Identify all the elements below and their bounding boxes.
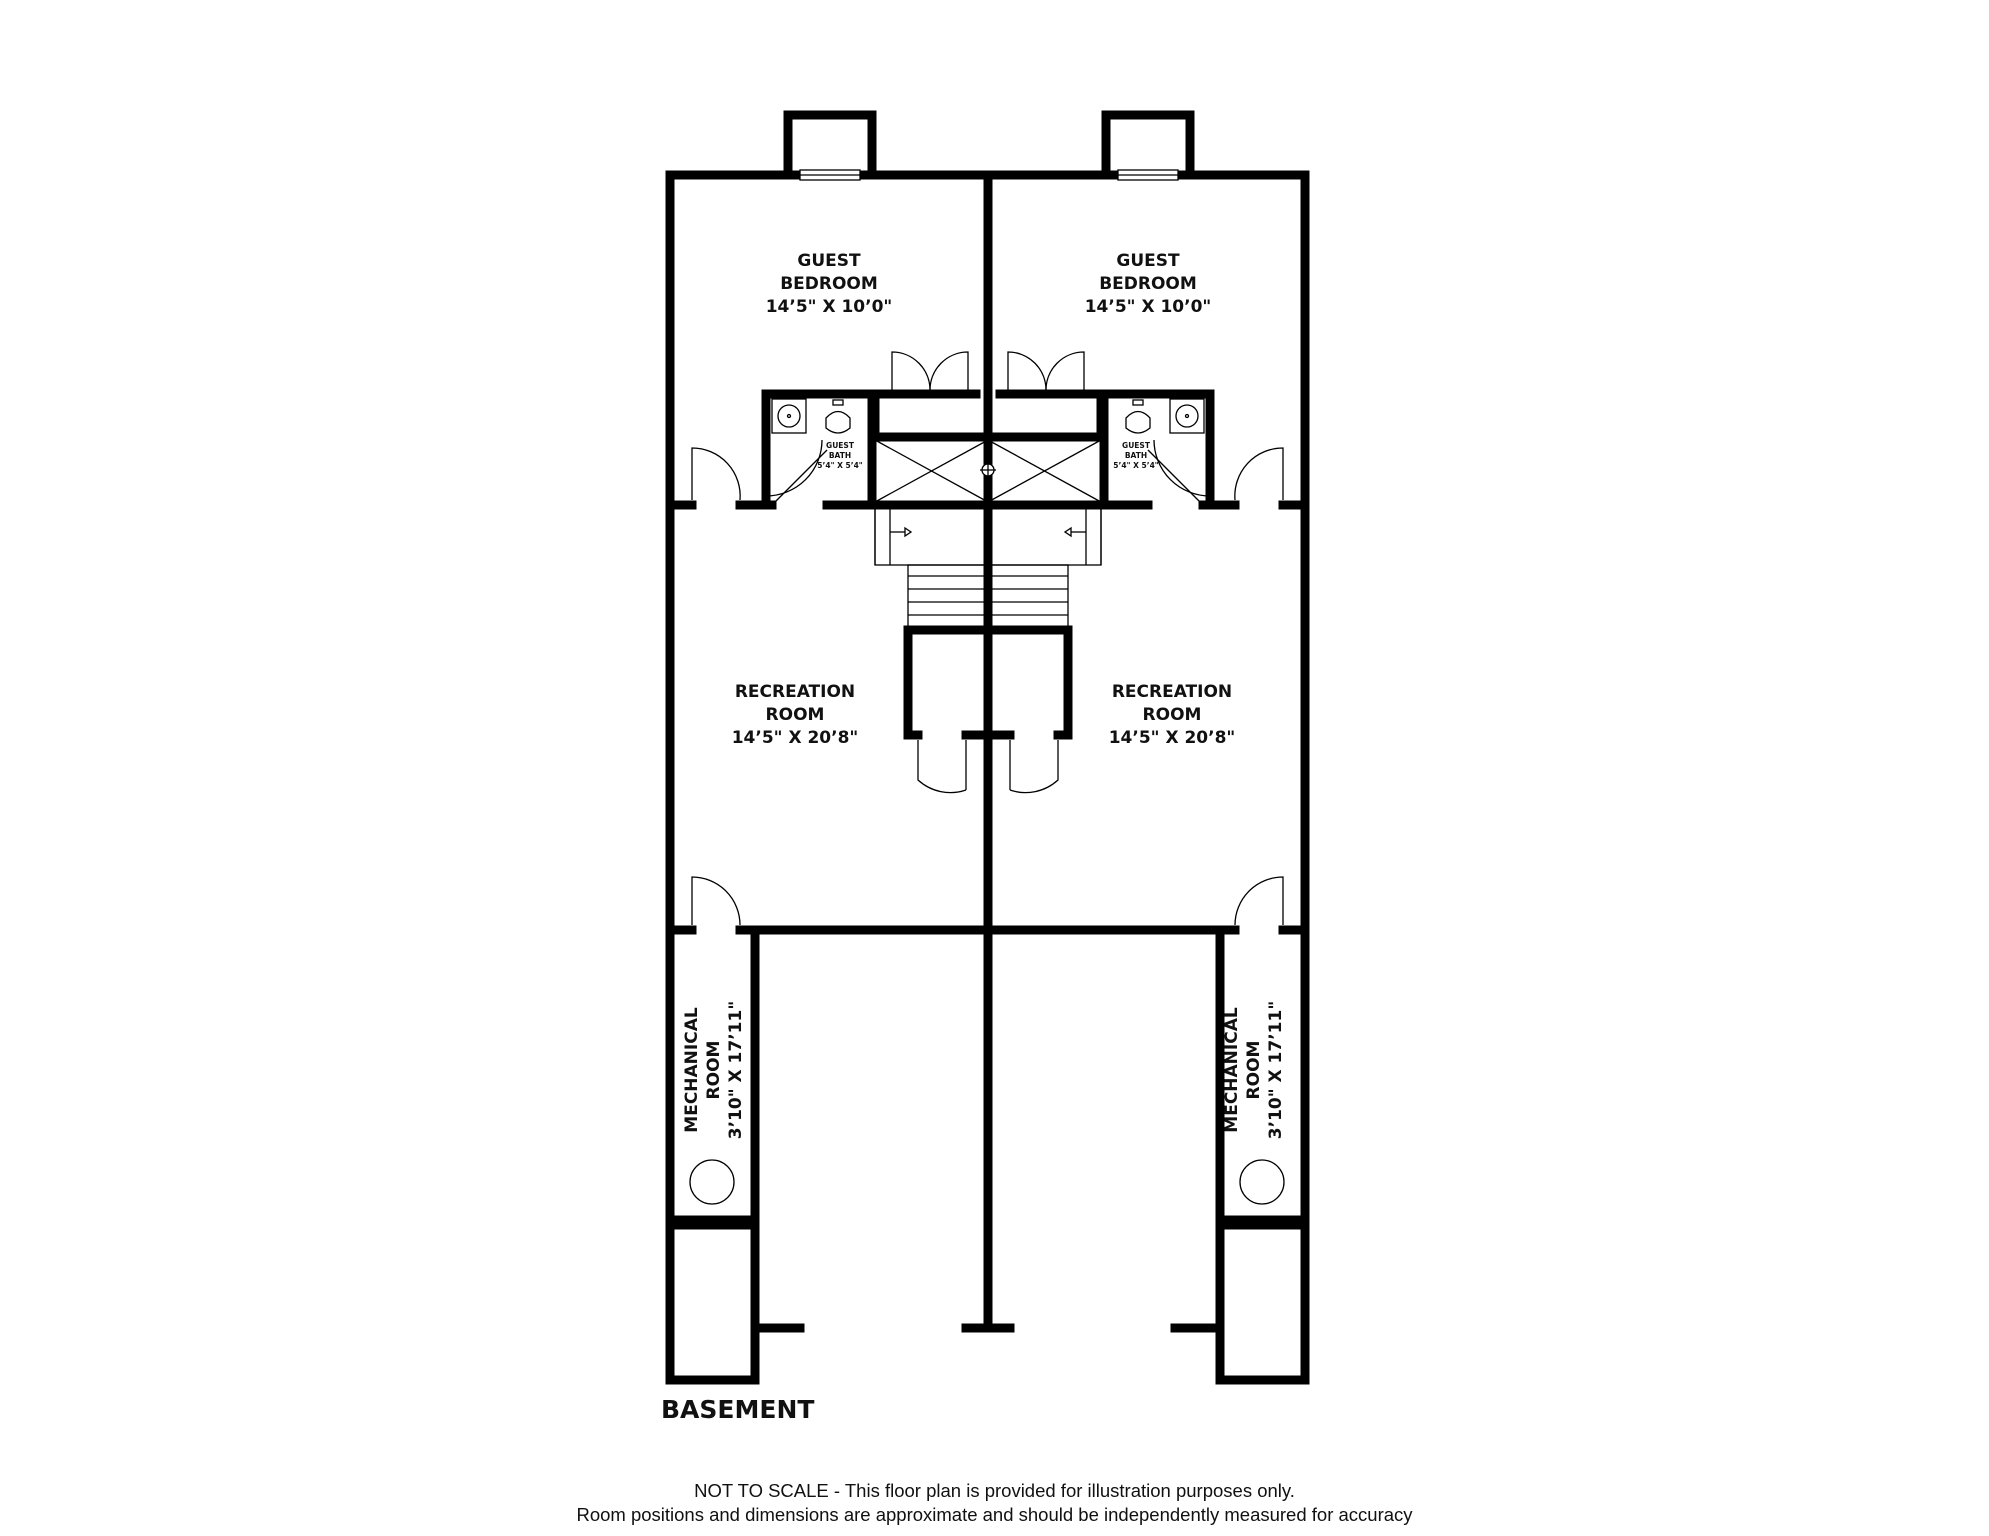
svg-text:14’5" X 20’8": 14’5" X 20’8" <box>1108 728 1236 748</box>
water-heater-icon <box>1240 1160 1284 1204</box>
disclaimer-line-2: Room positions and dimensions are approximate and should be independently measured for accuracy <box>576 1504 1413 1525</box>
mechanical-door-right[interactable] <box>1235 877 1283 925</box>
room-label-recreation-right <box>1109 682 1236 748</box>
bath-door-right[interactable] <box>1148 440 1210 505</box>
water-heater-icon <box>690 1160 734 1204</box>
svg-text:BATH: BATH <box>828 451 852 460</box>
svg-text:BEDROOM: BEDROOM <box>780 274 878 294</box>
bath-door-left[interactable] <box>766 440 827 505</box>
bedroom-door-left[interactable] <box>692 448 740 500</box>
svg-text:14’5" X 20’8": 14’5" X 20’8" <box>731 728 859 748</box>
storage-door-left[interactable] <box>918 740 966 793</box>
toilet-icon <box>826 400 850 433</box>
room-label-guest-bedroom-right <box>1085 251 1212 317</box>
party-wall <box>966 175 1010 1328</box>
room-label-guest-bath-left <box>817 441 862 470</box>
svg-text:RECREATION: RECREATION <box>1111 682 1233 702</box>
shower-left <box>875 440 988 502</box>
svg-text:14’5" X 10’0": 14’5" X 10’0" <box>1084 297 1212 317</box>
svg-text:RECREATION: RECREATION <box>734 682 856 702</box>
room-label-guest-bedroom-left <box>766 251 893 317</box>
mechanical-door-left[interactable] <box>692 877 740 925</box>
window-right <box>1118 170 1178 180</box>
window-left <box>800 170 860 180</box>
svg-text:3’10" X 17’11": 3’10" X 17’11" <box>1266 1000 1286 1140</box>
toilet-icon <box>1126 400 1150 433</box>
shower-right <box>988 440 1101 502</box>
closet-door-left[interactable] <box>892 352 968 390</box>
svg-text:ROOM: ROOM <box>1244 1040 1264 1100</box>
svg-text:MECHANICAL: MECHANICAL <box>682 1007 702 1133</box>
svg-text:GUEST: GUEST <box>826 441 854 450</box>
room-label-recreation-left <box>732 682 859 748</box>
svg-text:3’10" X 17’11": 3’10" X 17’11" <box>726 1000 746 1140</box>
svg-text:GUEST: GUEST <box>1122 441 1150 450</box>
svg-text:ROOM: ROOM <box>765 705 825 725</box>
svg-text:GUEST: GUEST <box>797 251 861 271</box>
floor-drain-icon <box>980 462 996 478</box>
room-label-mechanical-right <box>1222 1001 1286 1139</box>
room-label-guest-bath-right <box>1113 441 1158 470</box>
sink-icon <box>772 399 806 433</box>
room-label-mechanical-left <box>682 1001 746 1139</box>
svg-text:BEDROOM: BEDROOM <box>1099 274 1197 294</box>
storage-door-right[interactable] <box>1010 740 1058 793</box>
svg-text:ROOM: ROOM <box>1142 705 1202 725</box>
svg-text:BATH: BATH <box>1124 451 1148 460</box>
svg-text:MECHANICAL: MECHANICAL <box>1222 1007 1242 1133</box>
svg-text:5’4" X 5’4": 5’4" X 5’4" <box>1113 461 1159 470</box>
closet-door-right[interactable] <box>1008 352 1084 390</box>
svg-text:ROOM: ROOM <box>704 1040 724 1100</box>
floor-title: BASEMENT <box>661 1395 815 1424</box>
svg-text:GUEST: GUEST <box>1116 251 1180 271</box>
bedroom-door-right[interactable] <box>1235 448 1283 500</box>
svg-text:14’5" X 10’0": 14’5" X 10’0" <box>765 297 893 317</box>
sink-icon <box>1170 399 1204 433</box>
svg-text:5’4" X 5’4": 5’4" X 5’4" <box>817 461 863 470</box>
disclaimer-line-1: NOT TO SCALE - This floor plan is provided for illustration purposes only. <box>694 1480 1295 1501</box>
